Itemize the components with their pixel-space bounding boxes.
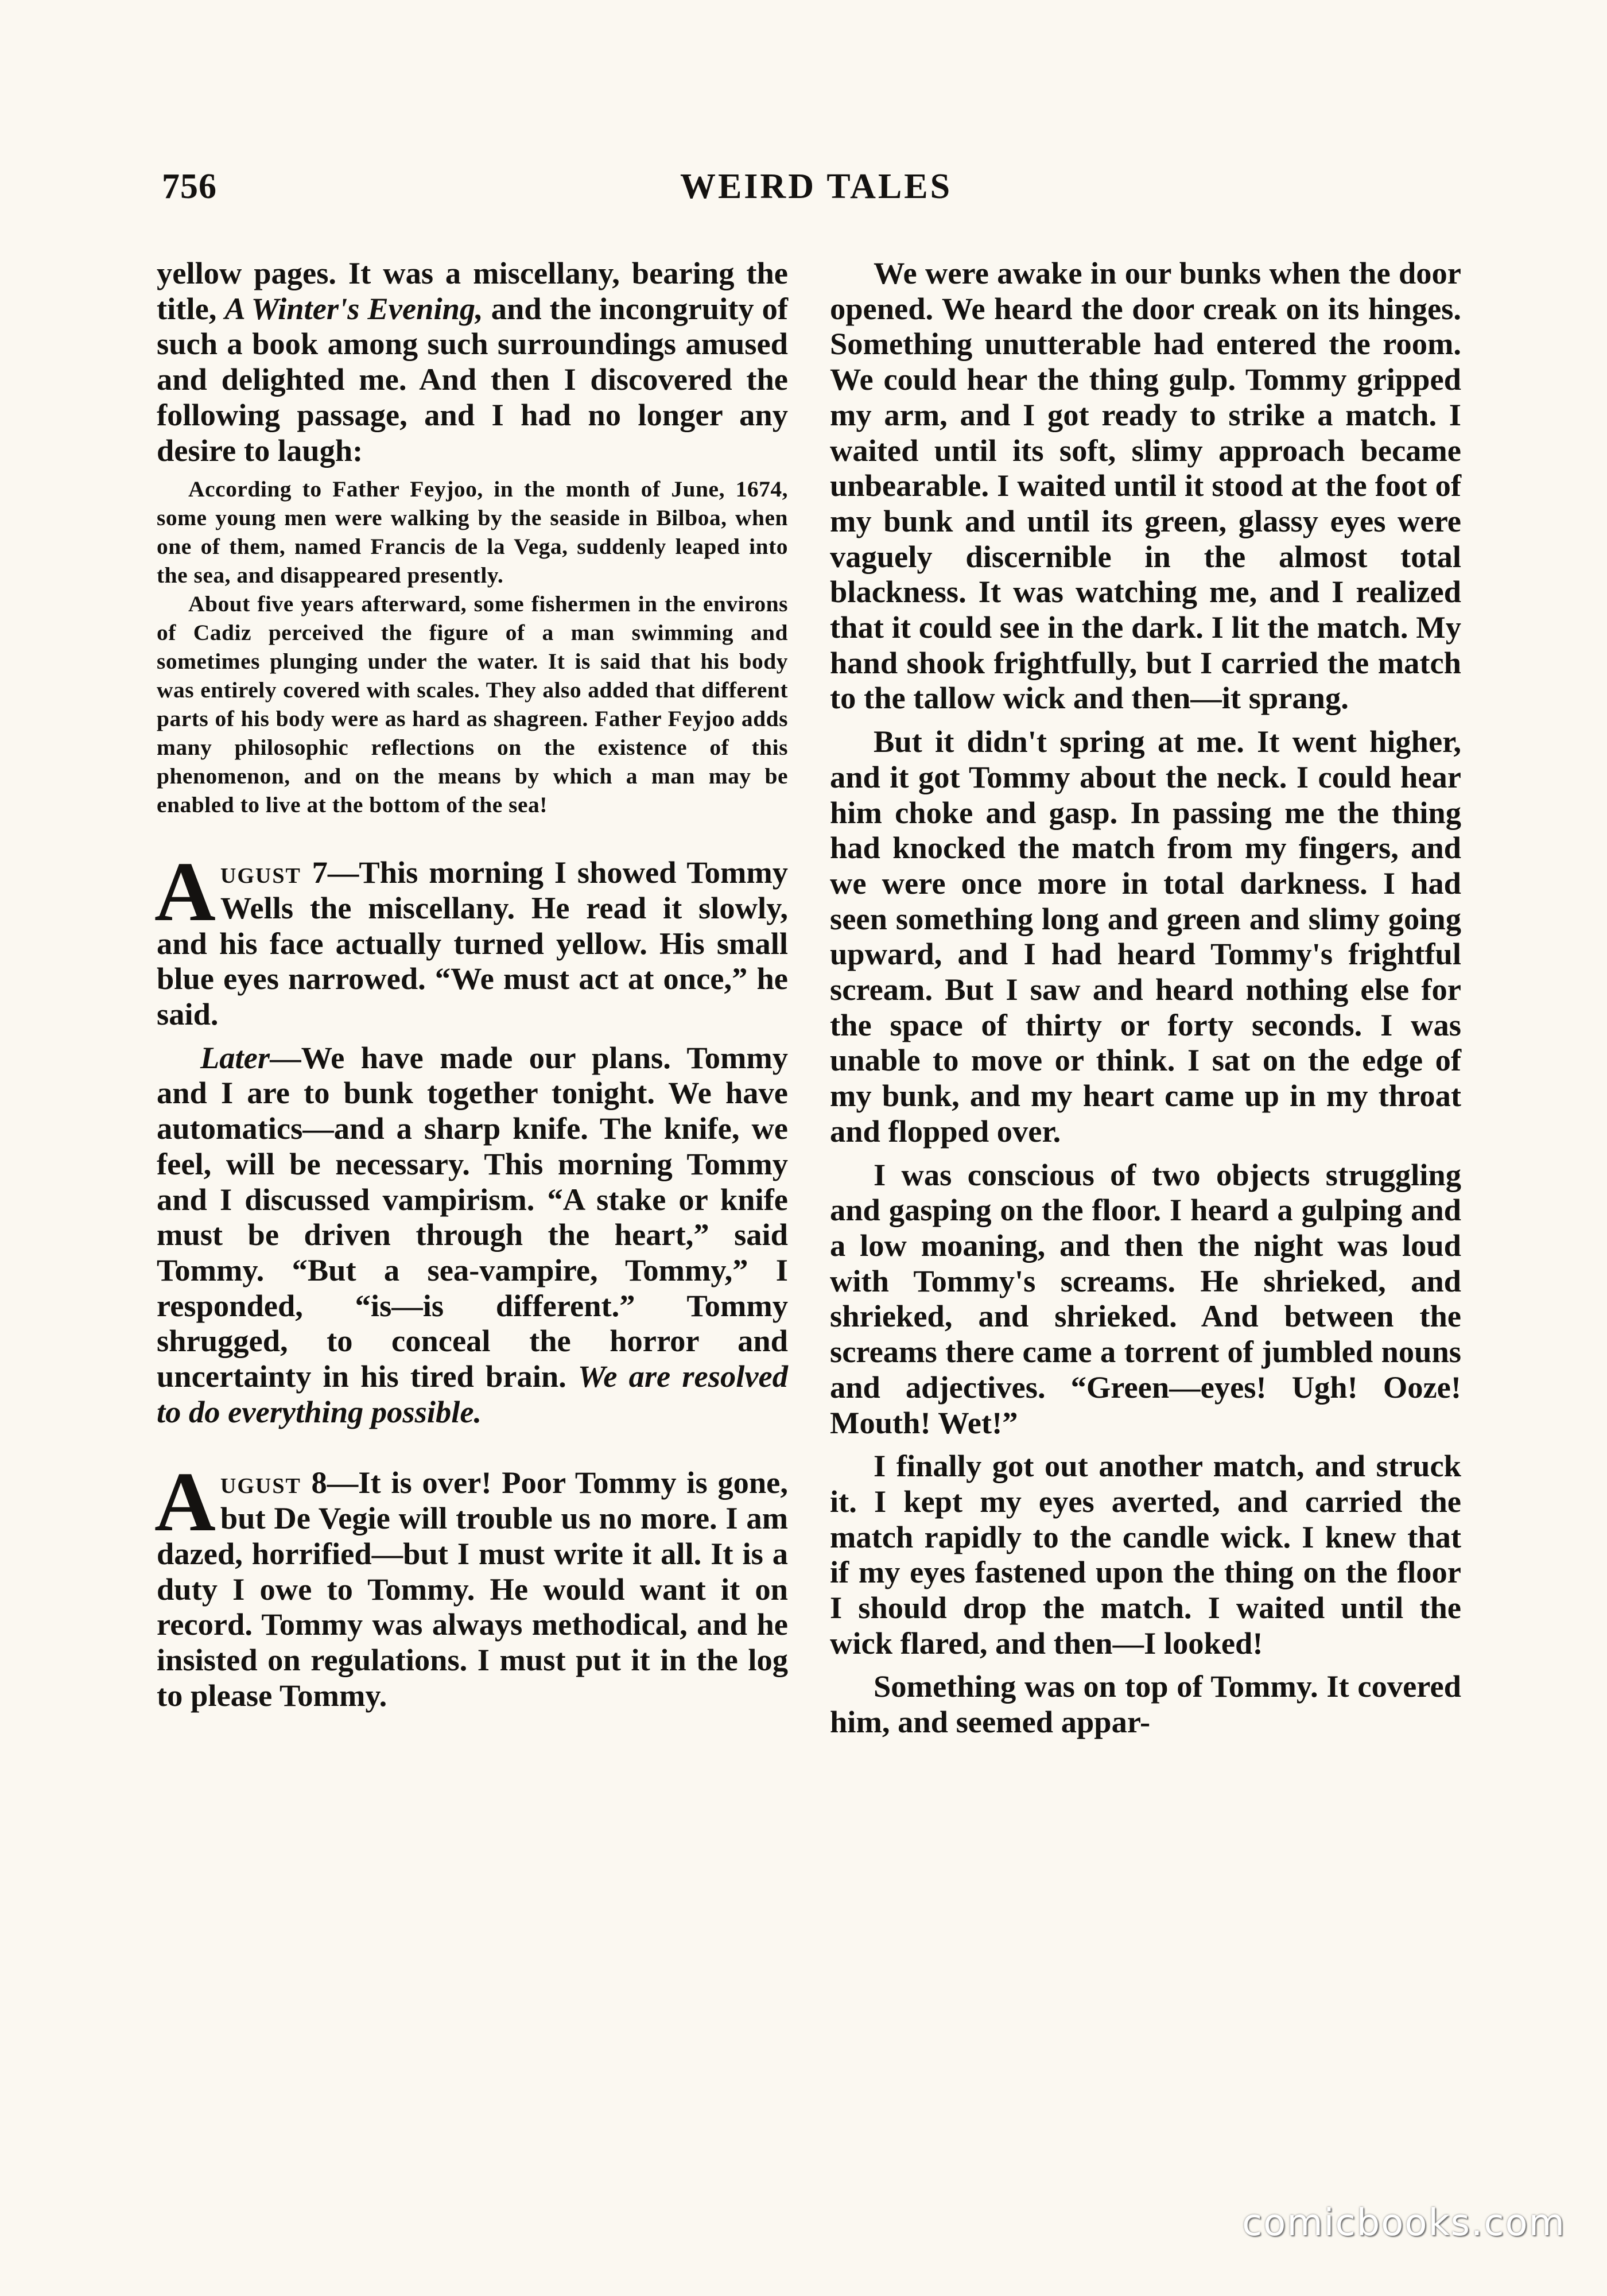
left-column <box>154 255 788 1713</box>
quote-paragraph: About five years afterward, some fishermen in the environs of Cadiz perceived the figure of a man swimming and sometimes plunging under the water. It is said that his body was entirely covered with scales. They also added that different parts of his body were as hard as shagreen. Father Feyjoo adds many philosophic reflections on the existence of this phenomenon, and on the means by which a man may be enabled to live at the bottom of the sea! <box>157 591 788 818</box>
running-title: WEIRD TALES <box>680 167 953 206</box>
entry-august-7 <box>154 845 788 1429</box>
intro-text-end: and the incongruity of such a book among such surroundings amused and delighted me. And then I discovered the following passage, and I had no longer any desire to laugh: <box>157 290 788 468</box>
story-paragraph: We were awake in our bunks when the door opened. We heard the door creak on its hinges. Something unutterable had entered the room. We could hear the thing gulp. Tommy gripped my arm, and I got ready to strike a match. I waited until its soft, slimy approach became unbearable. I waited until it stood at the foot of my bunk and until its green, glassy eyes were vaguely discernible in the almost total blackness. It was watching me, and I realized that it could see in the dark. I lit the match. My hand shook frightfully, but I carried the match to the tallow wick and then—it sprang. <box>830 255 1461 716</box>
right-column <box>830 255 1461 1740</box>
entry-paragraph <box>154 1455 788 1713</box>
story-paragraph: I was conscious of two objects struggling and gasping on the floor. I heard a gulping and a low moaning, and then the night was loud with Tommy's screams. He shrieked, and shrieked, and shrieked. And between the screams there came a torrent of jumbled nouns and adjectives. “Green—eyes! Ugh! Ooze! Mouth! Wet!” <box>830 1157 1461 1440</box>
intro-paragraph <box>157 255 788 468</box>
later-paragraph <box>157 1040 788 1430</box>
drop-cap: A <box>154 1455 216 1550</box>
entry-date-word: ugust <box>220 855 301 890</box>
story-paragraph: Something was on top of Tommy. It covered him, and seemed appar- <box>830 1669 1461 1740</box>
quote-paragraph: According to Father Feyjoo, in the month of June, 1674, some young men were walking by the seaside in Bilboa, when one of them, named Francis de la Vega, suddenly leaped into the sea, and disappeared presently. <box>157 476 788 588</box>
intro-text-start: yellow pages. It was a miscellany, bearing the title, <box>157 255 788 326</box>
entry-date-word: ugust <box>220 1465 301 1500</box>
book-title: A Winter's Evening, <box>224 290 483 326</box>
watermark: comicbooks.com <box>1241 2202 1566 2244</box>
block-quote <box>157 475 788 819</box>
drop-cap: A <box>154 845 216 940</box>
page-number: 756 <box>162 167 217 206</box>
later-text: —We have made our plans. Tommy and I are to bunk together tonight. We have automatics—and a sharp knife. The knife, we feel, will be necessary. This morning Tommy and I discussed vampirism. “A stake or knife must be driven through the heart,” said Tommy. “But a sea-vampire, Tommy,” I responded, “is—is different.” Tommy shrugged, to conceal the horror and uncertainty in his tired brain. <box>157 1040 788 1394</box>
page-header <box>162 166 1470 224</box>
entry-text: 7—This morning I showed Tommy Wells the miscellany. He read it slowly, and his face actually turned yellow. His small blue eyes narrowed. “We must act at once,” he said. <box>157 855 788 1032</box>
story-paragraph: I finally got out another match, and struck it. I kept my eyes averted, and carried the match rapidly to the candle wick. I knew that if my eyes fastened upon the thing on the floor I should drop the match. I waited until the wick flared, and then—I looked! <box>830 1448 1461 1661</box>
later-label: Later <box>200 1040 270 1075</box>
story-paragraph: But it didn't spring at me. It went higher, and it got Tommy about the neck. I could hear him choke and gasp. In passing me the thing had knocked the match from my fingers, and we were once more in total darkness. I had seen something long and green and slimy going upward, and I had heard Tommy's frightful scream. But I saw and heard nothing else for the space of thirty or forty seconds. I was unable to move or think. I sat on the edge of my bunk, and my heart came up in my throat and flopped over. <box>830 724 1461 1149</box>
entry-august-8 <box>154 1455 788 1713</box>
later-emphasis: We are resolved to do everything possible. <box>157 1359 788 1429</box>
entry-paragraph <box>154 845 788 1032</box>
entry-text: 8—It is over! Poor Tommy is gone, but De Vegie will trouble us no more. I am dazed, horrified—but I must write it all. It is a duty I owe to Tommy. He would want it on record. Tommy was always methodical, and he insisted on regulations. I must put it in the log to please Tommy. <box>157 1465 788 1713</box>
